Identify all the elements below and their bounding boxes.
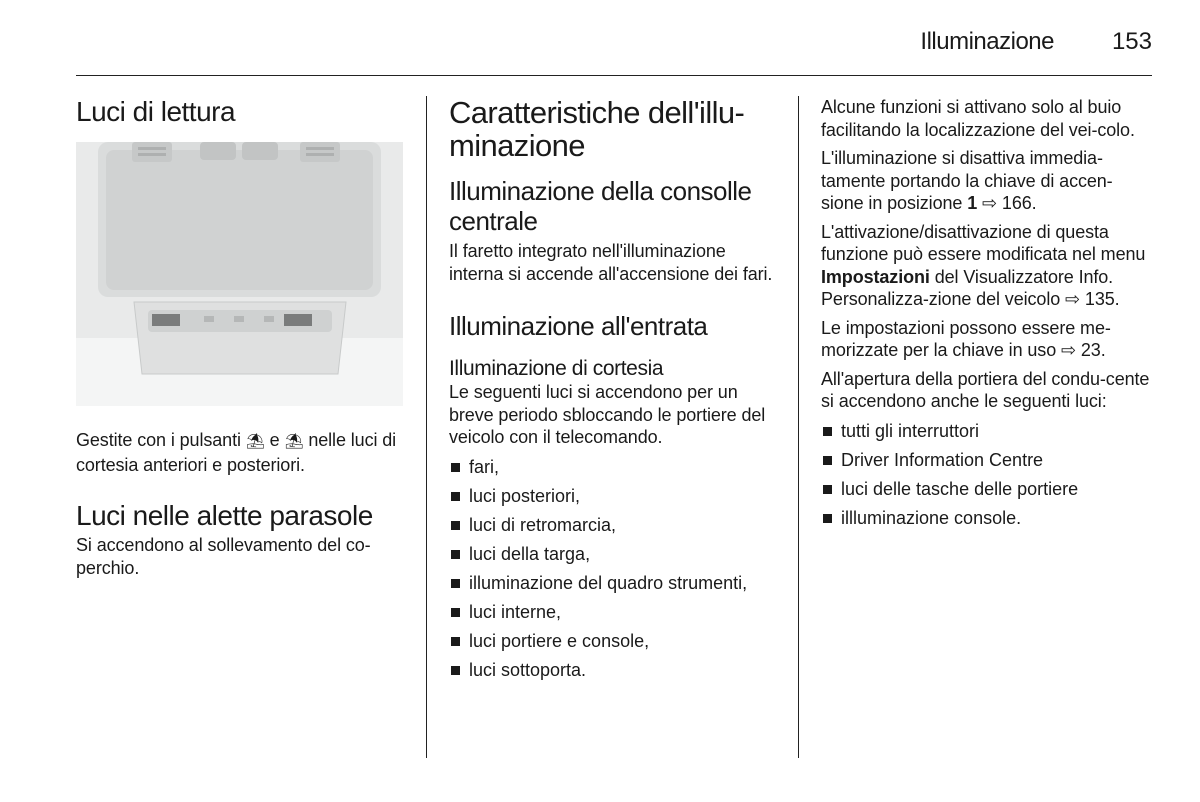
column-divider-2 [798,96,799,758]
center-console-lighting-text: Il faretto integrato nell'illuminazione interna si accende all'accensione dei fari. [449,241,773,284]
list-item: fari, [449,456,779,479]
section-heading-lighting-features: Caratteristiche dell'illu-minazione [449,95,745,163]
subheading-courtesy-lighting: Illuminazione di cortesia [449,357,664,380]
list-item: illluminazione console. [821,507,1153,530]
list-item: luci posteriori, [449,485,779,508]
list-item: luci interne, [449,601,779,624]
bullet-square-icon [451,637,460,646]
section-heading-reading-lights: Luci di lettura [76,96,236,127]
reading-lights-illustration [76,142,403,406]
bullet-square-icon [451,579,460,588]
list-item: tutti gli interruttori [821,420,1153,443]
list-item: luci delle tasche delle portiere [821,478,1153,501]
reading-lights-text: Gestite con i pulsanti ⛱ e ⛱ nelle luci di cortesia anteriori e posteriori. [76,430,397,475]
header-rule [76,75,1152,76]
bullet-square-icon [823,427,832,436]
settings-menu-text: L'attivazione/disattivazione di questa funzione può essere modificata nel menu Impostazioni del Visualizzatore Info. Personalizza-zione del veicolo ⇨ 135. [821,221,1146,309]
courtesy-lighting-text: Le seguenti luci si accendono per un breve periodo sbloccando le portiere del veicolo con il telecomando. [449,382,766,447]
ignition-off-text: L'illuminazione si disattiva immedia-tamente portando la chiave di accen-sione in posizione 1 ⇨ 166. [821,148,1113,213]
bullet-square-icon [451,608,460,617]
driver-door-lights-list [821,420,1153,530]
list-item: illuminazione del quadro strumenti, [449,572,779,595]
key-memory-text: Le impostazioni possono essere me-morizzate per la chiave in uso ⇨ 23. [821,317,1111,360]
bullet-square-icon [823,456,832,465]
page-header-title: Illuminazione [920,28,1054,55]
subheading-entry-lighting: Illuminazione all'entrata [449,311,708,341]
front-reading-light-icon: ⛱ [245,433,265,450]
bullet-square-icon [451,463,460,472]
page-number: 153 [1111,28,1152,55]
list-item: Driver Information Centre [821,449,1153,472]
subheading-center-console-lighting: Illuminazione della consolle centrale [449,176,752,236]
list-item: luci sottoporta. [449,659,779,682]
courtesy-lights-list [449,456,779,682]
column-middle [449,96,779,681]
rear-reading-light-icon: ⛱ [284,433,304,450]
column-left [76,96,404,579]
dark-only-functions-text: Alcune funzioni si attivano solo al buio facilitando la localizzazione del vei-colo. [821,97,1135,140]
list-item: luci della targa, [449,543,779,566]
visor-lights-text: Si accendono al sollevamento del co-perchio. [76,535,371,578]
bullet-square-icon [823,485,832,494]
overhead-console-drawing [76,142,403,406]
list-item: luci portiere e console, [449,630,779,653]
list-item: luci di retromarcia, [449,514,779,537]
bullet-square-icon [451,521,460,530]
driver-door-text: All'apertura della portiera del condu-cente si accendono anche le seguenti luci: [821,368,1150,411]
bullet-square-icon [451,550,460,559]
bullet-square-icon [451,492,460,501]
column-right [821,96,1153,529]
bullet-square-icon [823,514,832,523]
column-divider-1 [426,96,427,758]
section-heading-visor-lights: Luci nelle alette parasole [76,500,373,531]
bullet-square-icon [451,666,460,675]
